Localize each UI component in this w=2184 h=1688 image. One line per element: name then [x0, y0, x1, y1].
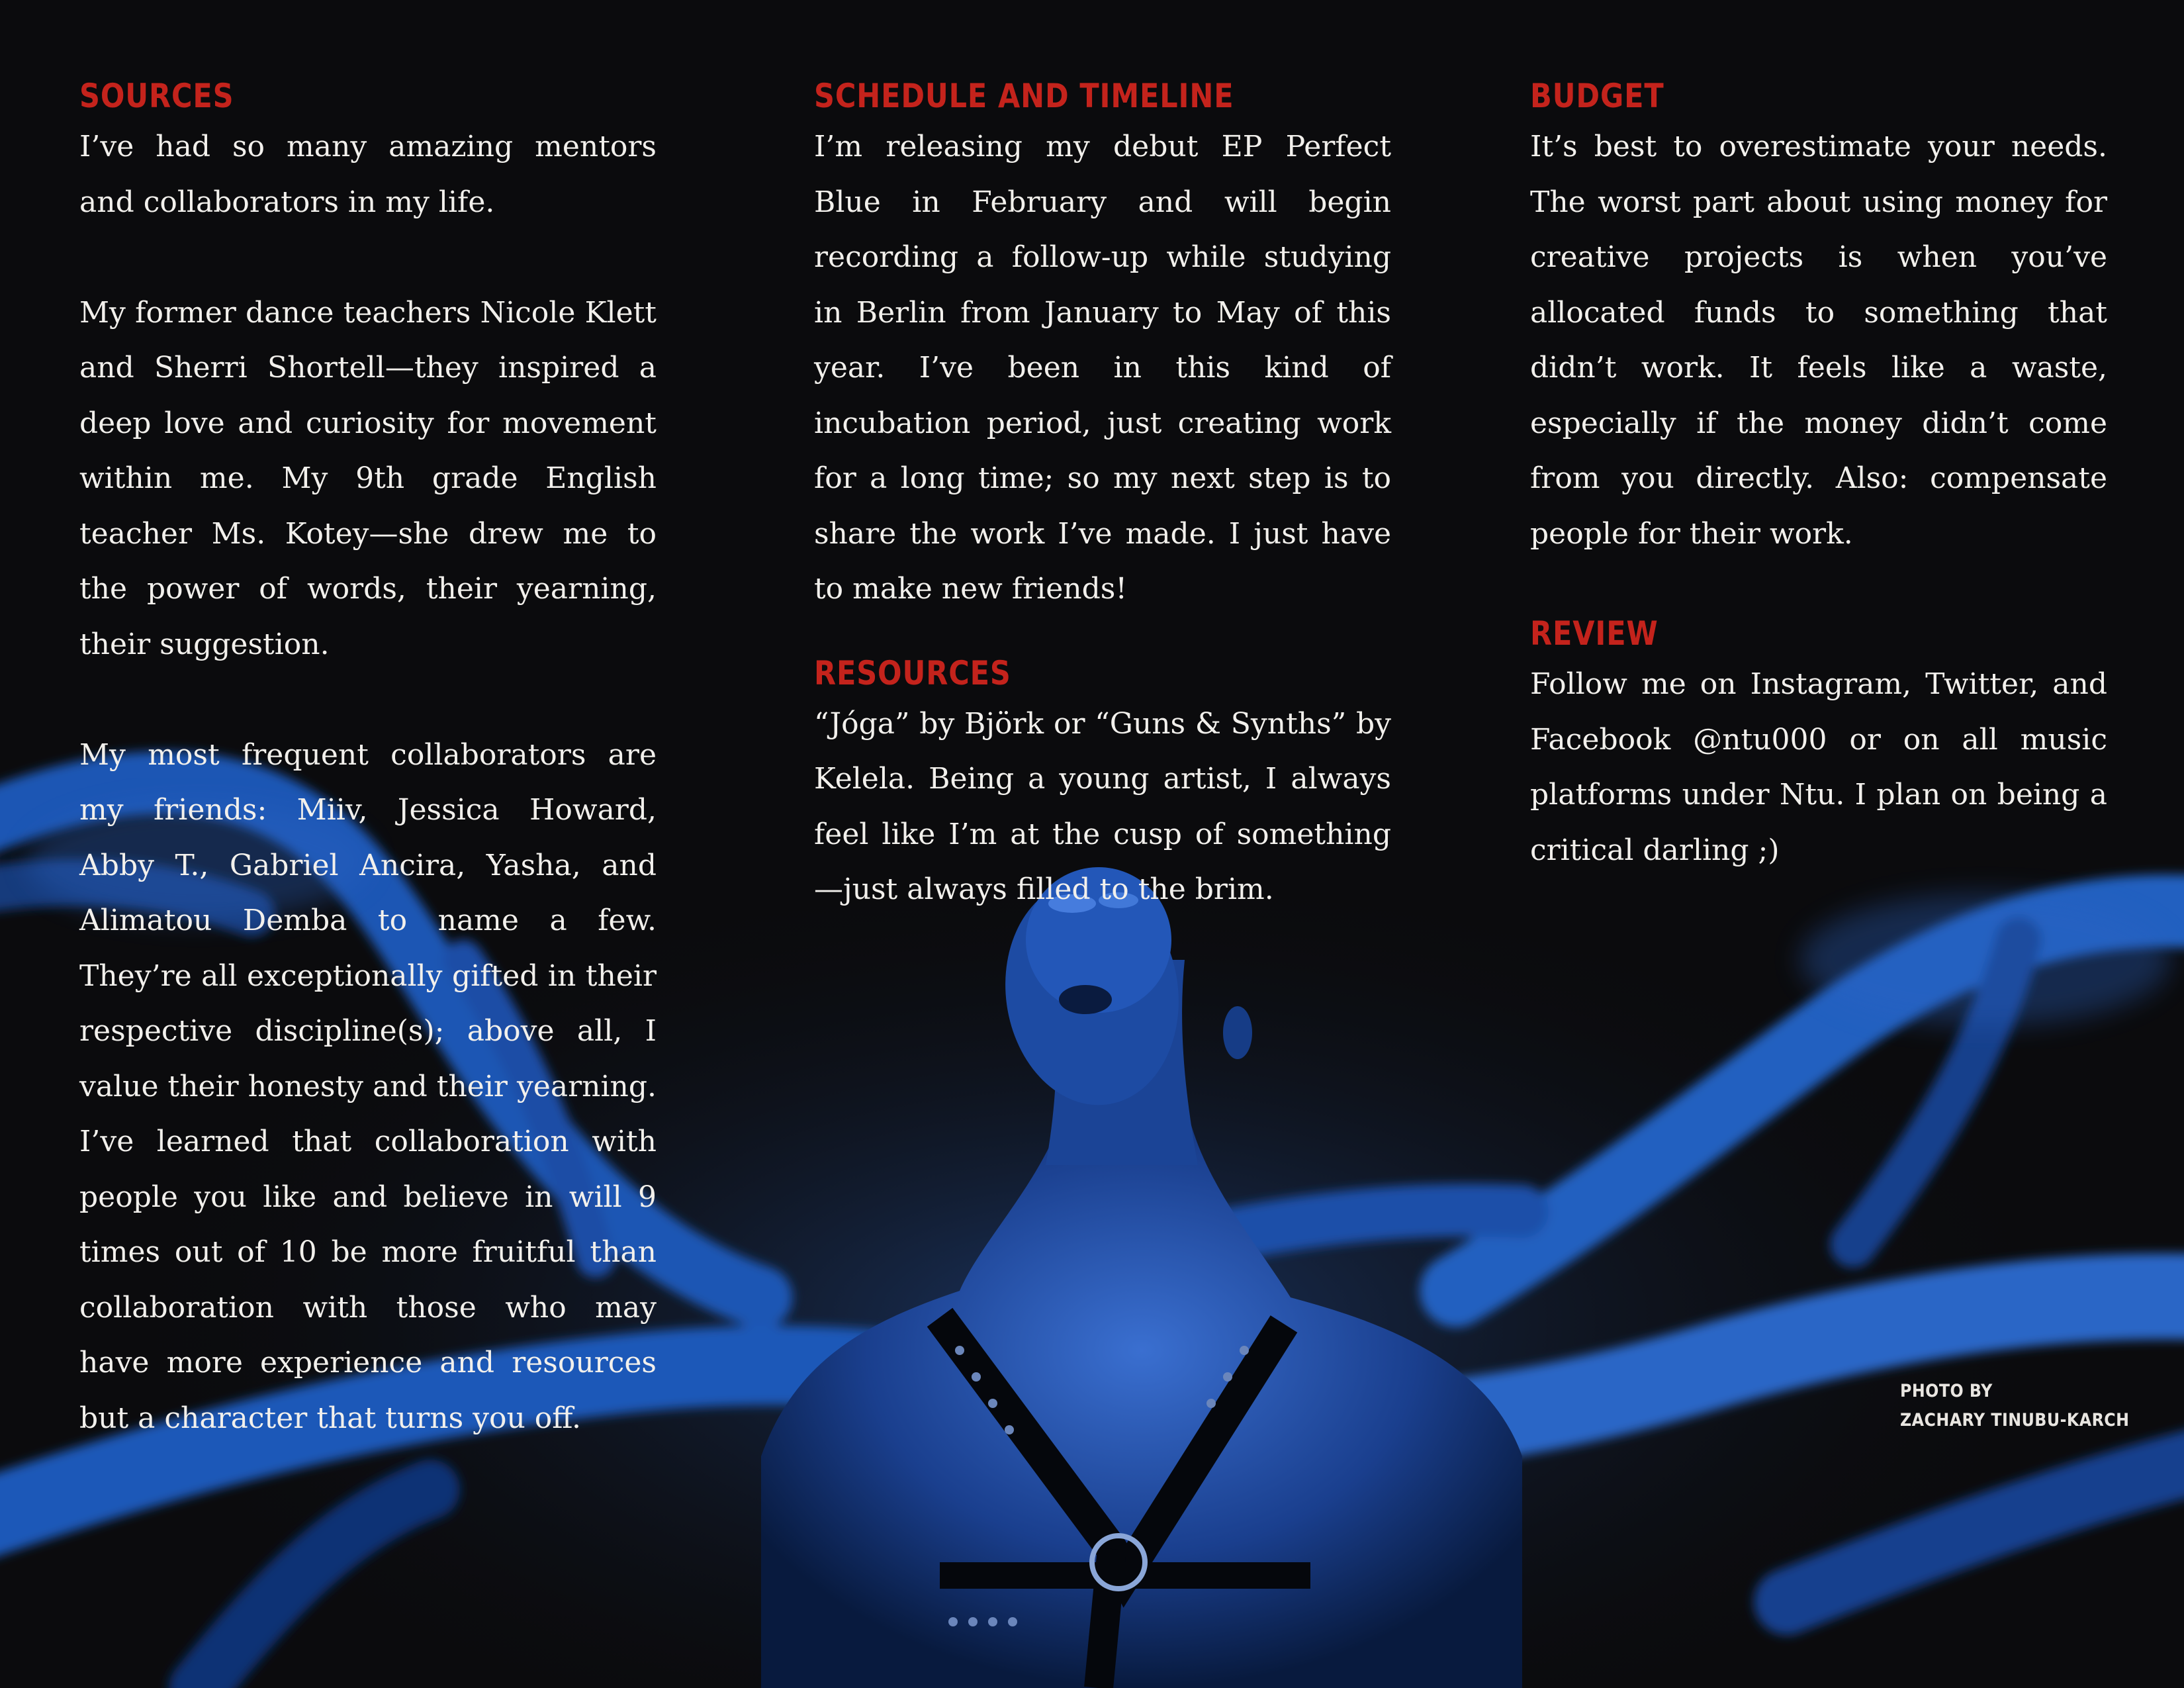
sources-paragraph-1: I’ve had so many amazing mentors and collaborators in my life. — [79, 130, 657, 219]
photo-credit-label: PHOTO BY — [1900, 1381, 1993, 1401]
heading-sources: SOURCES — [79, 77, 234, 115]
sources-paragraph-3: My most frequent collaborators are my friends: Miiv, Jessica Howard, Abby T., Gabriel Ancira, Yasha, and Alimatou Demba to name a few. They’re all exceptionally gifted in their respective discipline(s); above all, I value their honesty and their yearning. I’ve learned that collaboration with people you like and believe in will 9 times out of 10 be more fruitful than collaboration with those who may have more experience and resources but a character that turns you off. — [79, 737, 657, 1435]
resources-paragraph: “Jóga” by Björk or “Guns & Synths” by Kelela. Being a young artist, I always feel like I’m at the cusp of something—just always filled to the brim. — [814, 706, 1391, 906]
photo-credit-name: ZACHARY TINUBU-KARCH — [1900, 1410, 2130, 1430]
sources-paragraph-2: My former dance teachers Nicole Klett and Sherri Shortell—they inspired a deep love and curiosity for movement within me. My 9th grade English teacher Ms. Kotey—she drew me to the power of words, their yearning, their suggestion. — [79, 295, 657, 661]
column-middle — [814, 73, 1391, 917]
budget-paragraph: It’s best to overestimate your needs. The worst part about using money for creative projects is when you’ve allocated funds to something that didn’t work. It feels like a waste, especially if the money didn’t come from you directly. Also: compensate people for their work. — [1530, 130, 2107, 551]
column-left — [79, 73, 657, 1446]
column-right — [1530, 73, 2107, 878]
schedule-paragraph: I’m releasing my debut EP Perfect Blue in February and will begin recording a follow-up while studying in Berlin from January to May of this year. I’ve been in this kind of incubation period, just creating work for a long time; so my next step is to share the work I’ve made. I just have to make new friends! — [814, 130, 1391, 606]
heading-schedule: SCHEDULE AND TIMELINE — [814, 77, 1234, 115]
heading-review: REVIEW — [1530, 614, 1659, 653]
heading-resources: RESOURCES — [814, 653, 1011, 692]
photo-credit — [1900, 1377, 2130, 1435]
heading-budget: BUDGET — [1530, 77, 1664, 115]
review-paragraph: Follow me on Instagram, Twitter, and Facebook @ntu000 or on all music platforms under Ntu. I plan on being a critical darling ;) — [1530, 667, 2107, 867]
